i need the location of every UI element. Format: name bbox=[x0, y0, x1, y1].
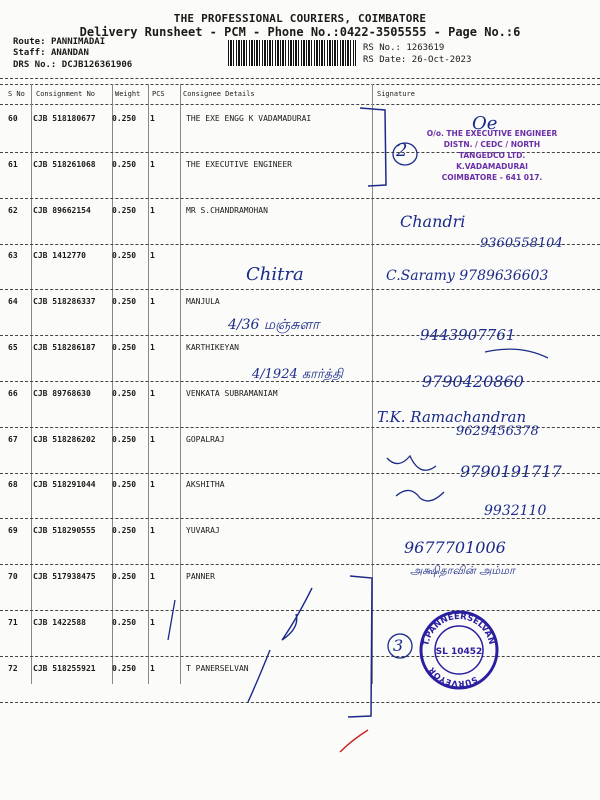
handwritten-note: 4/1924 கார்த்தி bbox=[252, 367, 343, 382]
rs-no-value: 1263619 bbox=[406, 43, 445, 53]
col-header-consignee: Consignee Details bbox=[183, 90, 255, 98]
handwritten-signature-squiggle bbox=[396, 490, 444, 500]
consignment-number: CJB 518291044 bbox=[33, 480, 96, 490]
col-header-signature: Signature bbox=[377, 90, 415, 98]
weight-value: 0.250 bbox=[112, 159, 137, 169]
weight-value: 0.250 bbox=[112, 663, 137, 673]
consignment-number: CJB 518286202 bbox=[33, 434, 96, 444]
col-header-consignment: Consignment No bbox=[36, 90, 96, 98]
serial-number: 62 bbox=[8, 205, 18, 215]
pieces-count: 1 bbox=[150, 663, 155, 673]
consignment-number: CJB 518261068 bbox=[33, 159, 96, 169]
handwritten-stroke bbox=[485, 349, 548, 358]
handwritten-bracket bbox=[360, 108, 386, 186]
weight-value: 0.250 bbox=[112, 434, 137, 444]
pieces-count: 1 bbox=[150, 526, 155, 536]
rs-date-label: RS Date: bbox=[363, 55, 407, 65]
handwritten-bracket bbox=[348, 576, 372, 717]
handwritten-mark: 3 bbox=[393, 636, 404, 655]
handwritten-signature: T.K. Ramachandran bbox=[377, 408, 527, 426]
serial-number: 60 bbox=[8, 114, 18, 123]
serial-number: 64 bbox=[8, 297, 18, 307]
route-label: Route: bbox=[13, 37, 46, 47]
rs-no-label: RS No.: bbox=[363, 43, 401, 53]
pieces-count: 1 bbox=[150, 617, 155, 627]
handwritten-phone: 9677701006 bbox=[404, 538, 506, 557]
weight-value: 0.250 bbox=[112, 617, 137, 627]
weight-value: 0.250 bbox=[112, 480, 137, 490]
handwritten-circle bbox=[393, 143, 417, 165]
weight-value: 0.250 bbox=[112, 251, 137, 261]
stamp-line: TANGEDCO LTD. bbox=[458, 151, 526, 160]
col-header-pcs: PCS bbox=[152, 90, 165, 98]
stamp-line: K.VADAMADURAI bbox=[456, 162, 528, 171]
company-name: THE PROFESSIONAL COURIERS, COIMBATORE bbox=[173, 12, 427, 25]
col-header-weight: Weight bbox=[115, 90, 141, 98]
handwritten-stroke bbox=[282, 588, 312, 640]
staff-value: ANANDAN bbox=[50, 48, 89, 58]
route-value: PANNIMADAI bbox=[50, 37, 106, 47]
weight-value: 0.250 bbox=[112, 388, 137, 398]
consignee-name: GOPALRAJ bbox=[186, 434, 225, 444]
consignee-name: MANJULA bbox=[186, 297, 220, 307]
handwritten-circle bbox=[388, 634, 412, 658]
consignee-name: THE EXE ENGG K VADAMADURAI bbox=[186, 114, 312, 123]
drs-value: DCJB126361906 bbox=[61, 60, 133, 70]
serial-number: 72 bbox=[8, 663, 18, 673]
drs-label: DRS No.: bbox=[13, 60, 57, 70]
serial-number: 67 bbox=[8, 434, 18, 444]
runsheet-title: Delivery Runsheet - PCM - Phone No.:0422-3505555 - Page No.:6 bbox=[79, 25, 521, 39]
handwritten-phone: 9443907761 bbox=[420, 326, 516, 344]
handwritten-phone: 9360558104 bbox=[480, 236, 563, 251]
weight-value: 0.250 bbox=[112, 526, 137, 536]
red-tick-mark bbox=[340, 730, 368, 752]
pieces-count: 1 bbox=[150, 434, 155, 444]
consignment-number: CJB 518286187 bbox=[33, 343, 96, 352]
consignment-number: CJB 518255921 bbox=[33, 663, 96, 673]
serial-number: 63 bbox=[8, 251, 18, 261]
serial-number: 70 bbox=[8, 572, 18, 581]
stamp-line: COIMBATORE - 641 017. bbox=[441, 173, 543, 182]
handwritten-phone: 9629456378 bbox=[456, 424, 539, 439]
handwritten-signature: C.Saramy 9789636603 bbox=[386, 268, 549, 284]
handwritten-stroke bbox=[248, 650, 270, 702]
handwritten-phone: 9790191717 bbox=[460, 462, 562, 481]
weight-value: 0.250 bbox=[112, 114, 137, 123]
handwritten-signature: Chandri bbox=[400, 212, 466, 231]
weight-value: 0.250 bbox=[112, 297, 137, 307]
handwritten-signature: Oe bbox=[472, 113, 498, 134]
serial-number: 69 bbox=[8, 526, 18, 536]
consignee-name: T PANERSELVAN bbox=[186, 663, 249, 673]
stamp-line: DISTN. / CEDC / NORTH bbox=[443, 140, 541, 149]
consignment-number: CJB 1422588 bbox=[33, 617, 86, 627]
consignment-number: CJB 518286337 bbox=[33, 297, 96, 307]
round-stamp-name: T.PANNEERSELVAN bbox=[421, 611, 497, 647]
consignee-name: THE EXECUTIVE ENGINEER bbox=[186, 159, 292, 169]
serial-number: 68 bbox=[8, 480, 18, 490]
staff-label: Staff: bbox=[13, 48, 46, 58]
consignee-name: VENKATA SUBRAMANIAM bbox=[186, 388, 278, 398]
consignment-number: CJB 89662154 bbox=[33, 205, 91, 215]
col-header-sno: S No bbox=[8, 90, 25, 98]
stamp-line: O/o. THE EXECUTIVE ENGINEER bbox=[426, 129, 558, 138]
consignee-name: YUVARAJ bbox=[186, 526, 220, 536]
consignee-name: MR S.CHANDRAMOHAN bbox=[186, 205, 268, 215]
round-stamp-id: SL 10452 bbox=[435, 647, 483, 657]
serial-number: 61 bbox=[8, 159, 18, 169]
handwritten-note: 4/36 மஞ்சுளா bbox=[228, 317, 320, 333]
consignee-name: AKSHITHA bbox=[186, 480, 225, 490]
pieces-count: 1 bbox=[150, 114, 155, 123]
weight-value: 0.250 bbox=[112, 205, 137, 215]
pieces-count: 1 bbox=[150, 297, 155, 307]
consignment-number: CJB 89768630 bbox=[33, 388, 91, 398]
consignment-number: CJB 518290555 bbox=[33, 526, 96, 536]
consignee-name: KARTHIKEYAN bbox=[186, 343, 239, 352]
rs-date-value: 26-Oct-2023 bbox=[411, 55, 472, 65]
round-stamp bbox=[421, 612, 497, 688]
round-stamp-role: SURVEYOR bbox=[427, 665, 479, 689]
handwritten-phone: 9790420860 bbox=[422, 372, 524, 391]
pieces-count: 1 bbox=[150, 251, 155, 261]
pieces-count: 1 bbox=[150, 159, 155, 169]
handwritten-signature-squiggle bbox=[387, 456, 436, 470]
pieces-count: 1 bbox=[150, 480, 155, 490]
serial-number: 65 bbox=[8, 343, 18, 352]
consignee-name: PANNER bbox=[186, 572, 215, 581]
pieces-count: 1 bbox=[150, 572, 155, 581]
svg-text:SURVEYOR bbox=[427, 665, 479, 688]
handwritten-name: Chitra bbox=[246, 264, 304, 285]
pieces-count: 1 bbox=[150, 388, 155, 398]
weight-value: 0.250 bbox=[112, 572, 137, 581]
handwritten-phone: 9932110 bbox=[484, 503, 547, 519]
pieces-count: 1 bbox=[150, 205, 155, 215]
svg-text:T.PANNEERSELVAN bbox=[421, 612, 496, 647]
handwritten-stroke bbox=[168, 600, 175, 640]
serial-number: 66 bbox=[8, 388, 18, 398]
consignment-number: CJB 1412770 bbox=[33, 251, 86, 261]
weight-value: 0.250 bbox=[112, 343, 137, 352]
serial-number: 71 bbox=[8, 617, 18, 627]
handwritten-mark: 2 bbox=[396, 140, 408, 161]
pieces-count: 1 bbox=[150, 343, 155, 352]
consignment-number: CJB 518180677 bbox=[33, 114, 96, 123]
handwritten-note: அக்ஷிதாவின் அம்மா bbox=[410, 564, 515, 577]
consignment-number: CJB 517938475 bbox=[33, 572, 96, 581]
